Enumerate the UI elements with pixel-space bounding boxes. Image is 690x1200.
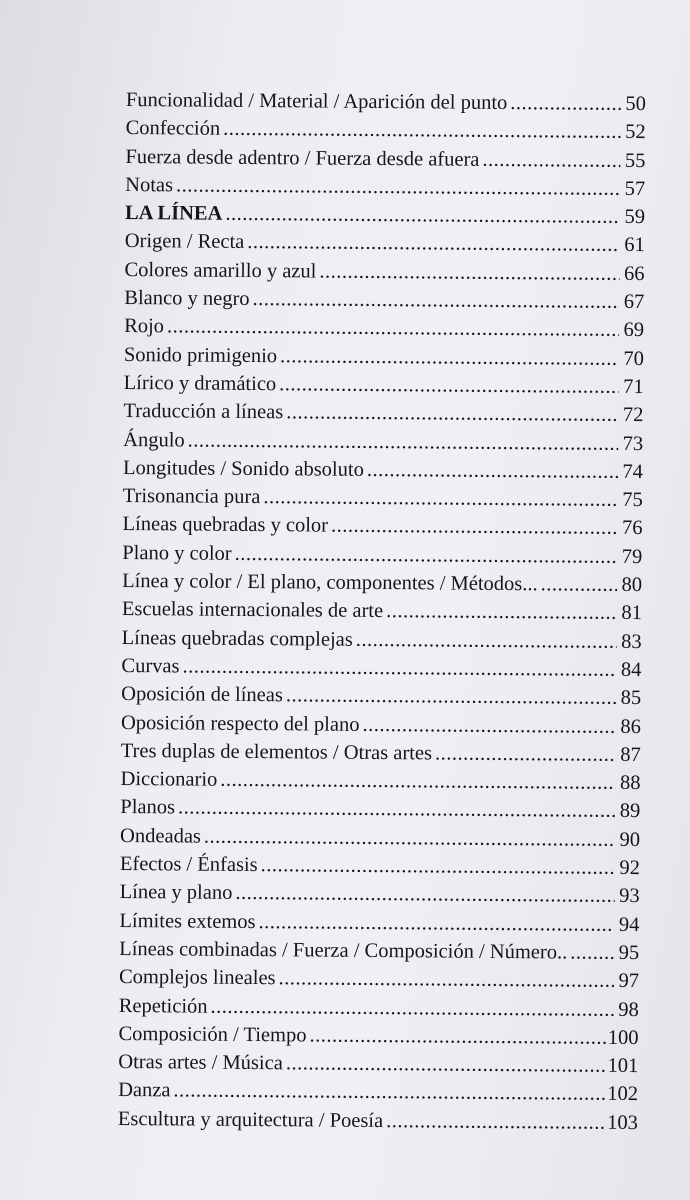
toc-entry [122,567,642,599]
toc-entry [118,1076,638,1108]
toc-entry-title: Línea y plano [119,881,233,905]
toc-entry-title: Traducción a líneas [123,400,284,424]
toc-entry-title: Composición / Tiempo [118,1022,307,1047]
toc-entry-page-number: 55 [624,149,646,172]
toc-entry-title: Planos [120,796,176,819]
toc-entry-title: Longitudes / Sonido absoluto [122,456,364,481]
toc-entry-page-number: 84 [620,658,642,682]
toc-entry-page-number: 102 [607,1083,639,1106]
toc-dot-leader [261,851,615,882]
toc-entry-page-number: 89 [619,800,641,823]
toc-entry-page-number: 52 [625,121,646,144]
toc-entry-page-number: 97 [618,970,640,993]
toc-entry-title: Curvas [121,654,180,678]
toc-section-heading [125,199,645,231]
toc-entry [118,1105,638,1137]
toc-entry-page-number: 81 [621,602,642,625]
toc-dot-leader [541,570,618,599]
toc-dot-leader [167,313,619,345]
toc-entry-page-number: 80 [621,573,643,597]
toc-entry [122,624,642,656]
toc-entry-page-number: 76 [621,517,643,540]
toc-entry-title: Notas [125,173,174,197]
toc-dot-leader [252,285,619,316]
toc-entry-page-number: 50 [625,92,646,116]
toc-entry-title: Fuerza desde adentro / Fuerza desde afuera [125,145,480,171]
toc-dot-leader [482,145,620,174]
toc-dot-leader [223,115,621,146]
toc-entry-title: Líneas quebradas y color [122,513,329,538]
toc-entry-title: Trisonancia pura [122,485,261,509]
toc-entry [120,878,640,910]
toc-dot-leader [286,1049,607,1080]
toc-dot-leader [362,710,616,740]
toc-entry-page-number: 69 [623,319,645,342]
toc-entry-page-number: 73 [622,432,644,455]
toc-entry-page-number: 87 [620,743,641,766]
toc-entry-page-number: 61 [624,234,645,257]
toc-entry-page-number: 59 [624,206,646,229]
toc-entry-page-number: 57 [624,177,646,200]
toc-entry-page-number: 79 [621,545,643,568]
toc-entry-title: Escuelas internacionales de arte [121,598,384,623]
toc-entry-page-number: 74 [622,460,644,483]
toc-entry [126,114,646,146]
toc-entry-title: Tres duplas de elementos / Otras artes [120,739,433,765]
toc-entry [124,284,644,316]
toc-dot-leader [367,456,618,486]
toc-dot-leader [570,938,614,967]
toc-entry-title: Plano y color [122,541,232,565]
toc-entry-page-number: 103 [607,1111,638,1134]
toc-entry-page-number: 92 [619,856,640,880]
toc-entry-page-number: 95 [618,941,640,964]
toc-entry-title: Líneas quebradas complejas [121,626,353,651]
toc-entry [119,935,639,967]
toc-entry [121,737,641,769]
toc-entry [121,680,641,712]
toc-entry-title: Límites extemos [119,909,256,933]
toc-entry-title: Repetición [118,994,208,1018]
toc-entry [125,171,645,203]
toc-entry-title: Rojo [124,315,165,338]
toc-entry-title: Origen / Recta [124,230,245,254]
toc-entry-title: Efectos / Énfasis [119,852,258,877]
toc-dot-leader [176,171,620,203]
toc-entry-page-number: 83 [621,630,642,653]
toc-entry [121,709,641,741]
toc-dot-leader [173,1077,606,1109]
toc-dot-leader [286,682,617,713]
toc-dot-leader [386,1107,606,1137]
toc-entry-title: Oposición de líneas [121,683,284,707]
toc-entry-page-number: 72 [622,404,644,427]
toc-entry [120,793,640,825]
toc-entry [123,454,643,486]
toc-dot-leader [309,1021,606,1052]
toc-entry [125,227,645,259]
toc-entry-page-number: 90 [619,828,641,851]
toc-entry [124,312,644,344]
toc-entry-title: Sonido primigenio [123,343,278,367]
toc-entry-page-number: 94 [618,913,640,936]
toc-entry [123,482,643,514]
toc-dot-leader [225,200,620,231]
toc-entry [123,426,643,458]
toc-entry [118,1048,638,1080]
toc-dot-leader [279,370,619,401]
toc-entry-title: Colores amarillo y azul [124,258,317,283]
toc-entry-title: Confección [125,117,221,141]
toc-entry [125,143,645,175]
toc-entry-page-number: 70 [623,347,644,370]
toc-entry-title: Oposición respecto del plano [120,711,360,736]
toc-dot-leader [188,426,619,458]
toc-entry-page-number: 67 [623,290,645,314]
toc-entry-page-number: 85 [620,687,642,710]
toc-entry-title: Escultura y arquitectura / Poesía [117,1107,384,1132]
toc-entry-title: Danza [118,1079,171,1102]
toc-entry-title: Ángulo [123,428,185,452]
toc-entry [120,822,640,854]
toc-dot-leader [286,399,618,430]
toc-dot-leader [356,625,617,655]
toc-dot-leader [278,964,614,995]
toc-entry-page-number: 75 [622,489,643,512]
toc-entry-page-number: 71 [623,375,644,399]
toc-dot-leader [204,822,615,854]
toc-dot-leader [235,879,614,910]
toc-dot-leader [280,342,619,373]
toc-entry-title: Blanco y negro [124,287,250,311]
toc-dot-leader [510,89,621,118]
toc-dot-leader [435,739,616,769]
toc-entry [121,652,641,684]
toc-entry-title: Ondeadas [120,824,202,848]
toc-entry [122,510,642,542]
toc-entry [124,256,644,288]
toc-entry-page-number: 88 [619,772,641,795]
toc-entry-title: Líneas combinadas / Fuerza / Composición / Número.. [119,937,568,964]
toc-entry [120,850,640,882]
toc-entry-page-number: 66 [623,262,645,285]
toc-entry-page-number: 100 [607,1026,639,1049]
toc-entry [119,963,639,995]
toc-dot-leader [178,794,616,826]
toc-entry-title: Lírico y dramático [123,371,277,396]
toc-dot-leader [258,908,614,939]
toc-entry-title: Otras artes / Música [118,1051,283,1075]
toc-entry [118,1020,638,1052]
toc-entry-page-number: 101 [607,1054,639,1078]
toc-dot-leader [182,652,616,684]
toc-entry-page-number: 98 [618,998,639,1021]
toc-entry [119,907,639,939]
toc-dot-leader [319,257,619,288]
toc-entry [120,765,640,797]
toc-dot-leader [247,228,620,259]
toc-dot-leader [235,540,618,571]
toc-entry [122,539,642,571]
toc-entry-title: Funcionalidad / Material / Aparición del punto [125,88,508,114]
toc-dot-leader [263,483,618,514]
toc-entry-title: Línea y color / El plano, componentes / Métodos... [122,570,538,596]
toc-entry [124,369,644,401]
toc-dot-leader [210,992,613,1023]
toc-entry [119,991,639,1023]
toc-dot-leader [386,597,617,627]
toc-entry-title: Diccionario [120,768,218,791]
toc-dot-leader [331,512,618,543]
toc-entry [122,595,642,627]
toc-entry-title: LA LÍNEA [124,202,223,225]
toc-dot-leader [220,766,615,797]
toc-entry [123,397,643,429]
table-of-contents [118,86,646,1137]
toc-entry-page-number: 93 [619,885,640,908]
toc-entry-page-number: 86 [620,715,642,738]
toc-entry-title: Complejos lineales [118,966,276,990]
toc-entry [126,86,646,118]
toc-entry [124,341,644,373]
